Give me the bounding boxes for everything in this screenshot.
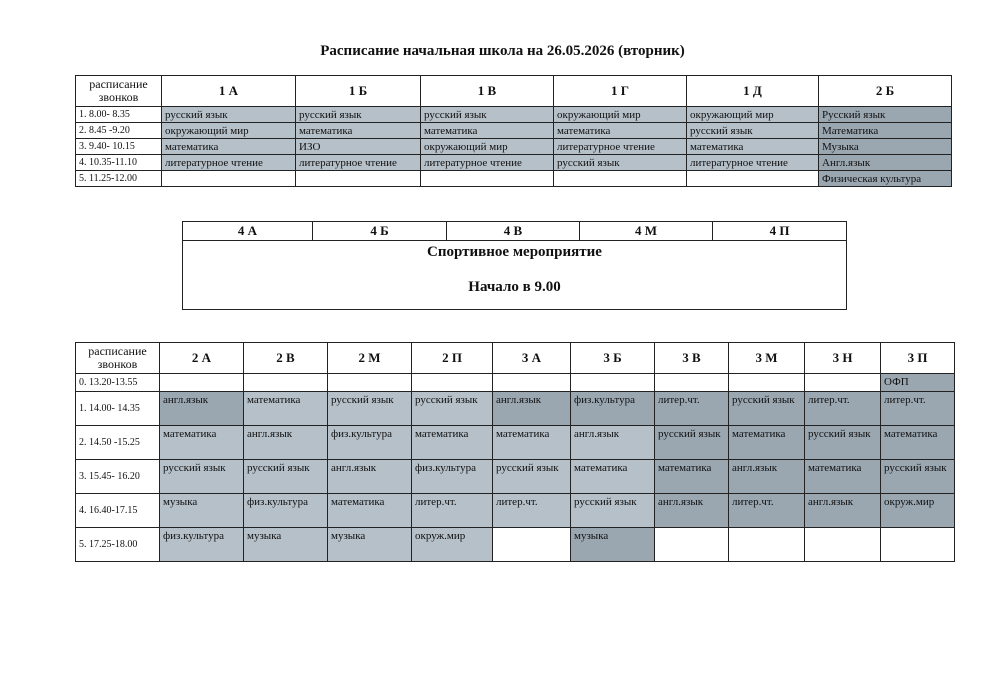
lesson-cell: литературное чтение — [162, 155, 296, 171]
class-header: 4 М — [580, 222, 713, 241]
lesson-cell: русский язык — [805, 426, 881, 460]
table-row — [76, 374, 955, 392]
lesson-cell: математика — [160, 426, 244, 460]
class-header: 3 П — [881, 343, 955, 374]
lesson-time: 4. 16.40-17.15 — [76, 494, 160, 528]
lesson-cell: литер.чт. — [655, 392, 729, 426]
lesson-cell — [493, 374, 571, 392]
lesson-cell: математика — [881, 426, 955, 460]
class-header: 4 А — [183, 222, 313, 241]
lesson-cell: окруж.мир — [412, 528, 493, 562]
lesson-cell: русский язык — [296, 107, 421, 123]
table-row — [76, 426, 955, 460]
lesson-cell — [328, 374, 412, 392]
table-row — [76, 123, 952, 139]
class-header: 4 П — [713, 222, 847, 241]
lesson-cell: русский язык — [162, 107, 296, 123]
lesson-cell: литер.чт. — [881, 392, 955, 426]
class-header: 3 А — [493, 343, 571, 374]
lesson-cell — [687, 171, 819, 187]
lesson-cell: математика — [554, 123, 687, 139]
lesson-cell: русский язык — [421, 107, 554, 123]
lesson-cell: математика — [162, 139, 296, 155]
table-row — [76, 494, 955, 528]
lesson-cell — [805, 374, 881, 392]
lesson-cell: математика — [244, 392, 328, 426]
table-row — [76, 171, 952, 187]
lesson-cell: математика — [412, 426, 493, 460]
class-header: 1 Г — [554, 76, 687, 107]
schedule-table-grade2-3 — [75, 342, 955, 562]
lesson-cell: англ.язык — [160, 392, 244, 426]
lesson-cell: физ.культура — [244, 494, 328, 528]
lesson-cell: математика — [493, 426, 571, 460]
lesson-cell: математика — [655, 460, 729, 494]
lesson-cell: окружающий мир — [162, 123, 296, 139]
lesson-cell: англ.язык — [493, 392, 571, 426]
event-start-time: Начало в 9.00 — [468, 279, 561, 295]
lesson-cell — [160, 374, 244, 392]
lesson-cell: русский язык — [328, 392, 412, 426]
class-header: 4 Б — [313, 222, 447, 241]
lesson-cell: ИЗО — [296, 139, 421, 155]
lesson-cell: русский язык — [493, 460, 571, 494]
lesson-cell: англ.язык — [244, 426, 328, 460]
lesson-cell — [421, 171, 554, 187]
lesson-cell: физ.культура — [571, 392, 655, 426]
lesson-cell — [493, 528, 571, 562]
table-row — [76, 139, 952, 155]
lesson-cell — [296, 171, 421, 187]
lesson-cell: англ.язык — [805, 494, 881, 528]
lesson-cell: Музыка — [819, 139, 952, 155]
lesson-time: 4. 10.35-11.10 — [76, 155, 162, 171]
lesson-cell — [571, 374, 655, 392]
lesson-cell — [729, 374, 805, 392]
lesson-time: 1. 8.00- 8.35 — [76, 107, 162, 123]
event-row — [183, 241, 847, 310]
lesson-cell: русский язык — [412, 392, 493, 426]
table-header-row — [183, 222, 847, 241]
lesson-cell: музыка — [244, 528, 328, 562]
class-header: 2 В — [244, 343, 328, 374]
lesson-cell: литер.чт. — [412, 494, 493, 528]
lesson-cell: музыка — [328, 528, 412, 562]
lesson-cell: физ.культура — [412, 460, 493, 494]
lesson-time: 2. 8.45 -9.20 — [76, 123, 162, 139]
lesson-cell: англ.язык — [655, 494, 729, 528]
lesson-cell — [729, 528, 805, 562]
class-header: 1 В — [421, 76, 554, 107]
lesson-time: 3. 9.40- 10.15 — [76, 139, 162, 155]
class-header: 3 В — [655, 343, 729, 374]
lesson-cell: окружающий мир — [554, 107, 687, 123]
lesson-cell: литер.чт. — [729, 494, 805, 528]
lesson-cell: русский язык — [571, 494, 655, 528]
lesson-cell: Математика — [819, 123, 952, 139]
class-header: 1 Б — [296, 76, 421, 107]
table-row — [76, 155, 952, 171]
lesson-cell: русский язык — [554, 155, 687, 171]
event-title: Спортивное мероприятие — [427, 244, 602, 260]
lesson-cell: математика — [571, 460, 655, 494]
lesson-cell: русский язык — [160, 460, 244, 494]
lesson-cell: окружающий мир — [421, 139, 554, 155]
lesson-cell: русский язык — [244, 460, 328, 494]
lesson-time: 3. 15.45- 16.20 — [76, 460, 160, 494]
lesson-cell: Физическая культура — [819, 171, 952, 187]
lesson-cell: англ.язык — [328, 460, 412, 494]
class-header: 2 Б — [819, 76, 952, 107]
event-cell — [183, 241, 847, 310]
lesson-cell — [412, 374, 493, 392]
lesson-cell: окруж.мир — [881, 494, 955, 528]
bell-schedule-header: расписание звонков — [76, 343, 160, 374]
lesson-cell — [554, 171, 687, 187]
table-row — [76, 528, 955, 562]
lesson-cell: ОФП — [881, 374, 955, 392]
lesson-cell — [655, 374, 729, 392]
class-header: 3 Б — [571, 343, 655, 374]
lesson-cell — [805, 528, 881, 562]
lesson-cell: музыка — [571, 528, 655, 562]
table-header-row — [76, 76, 952, 107]
class-header: 4 В — [447, 222, 580, 241]
lesson-cell — [162, 171, 296, 187]
lesson-cell: математика — [421, 123, 554, 139]
lesson-cell: математика — [729, 426, 805, 460]
class-header: 3 М — [729, 343, 805, 374]
bell-schedule-header: расписание звонков — [76, 76, 162, 107]
class-header: 2 П — [412, 343, 493, 374]
class-header: 1 А — [162, 76, 296, 107]
lesson-cell: физ.культура — [160, 528, 244, 562]
schedule-table-grade1-2b — [75, 75, 952, 187]
lesson-cell: Русский язык — [819, 107, 952, 123]
table-row — [76, 107, 952, 123]
class-header: 2 А — [160, 343, 244, 374]
lesson-time: 2. 14.50 -15.25 — [76, 426, 160, 460]
lesson-time: 5. 11.25-12.00 — [76, 171, 162, 187]
lesson-cell: Англ.язык — [819, 155, 952, 171]
lesson-cell — [881, 528, 955, 562]
table-header-row — [76, 343, 955, 374]
lesson-time: 5. 17.25-18.00 — [76, 528, 160, 562]
lesson-cell — [244, 374, 328, 392]
lesson-cell: литературное чтение — [554, 139, 687, 155]
class-header: 3 Н — [805, 343, 881, 374]
lesson-cell: русский язык — [687, 123, 819, 139]
lesson-cell: литер.чт. — [493, 494, 571, 528]
lesson-cell: окружающий мир — [687, 107, 819, 123]
table-row — [76, 460, 955, 494]
lesson-time: 0. 13.20-13.55 — [76, 374, 160, 392]
page-title: Расписание начальная школа на 26.05.2026 (вторник) — [320, 43, 685, 59]
lesson-cell: англ.язык — [571, 426, 655, 460]
lesson-cell: литературное чтение — [296, 155, 421, 171]
lesson-cell: литературное чтение — [687, 155, 819, 171]
class-header: 1 Д — [687, 76, 819, 107]
lesson-cell: математика — [296, 123, 421, 139]
lesson-cell: русский язык — [729, 392, 805, 426]
lesson-cell: математика — [687, 139, 819, 155]
class-header: 2 М — [328, 343, 412, 374]
lesson-cell: физ.культура — [328, 426, 412, 460]
lesson-cell: математика — [328, 494, 412, 528]
lesson-cell: русский язык — [655, 426, 729, 460]
lesson-time: 1. 14.00- 14.35 — [76, 392, 160, 426]
lesson-cell: русский язык — [881, 460, 955, 494]
lesson-cell — [655, 528, 729, 562]
lesson-cell: англ.язык — [729, 460, 805, 494]
sport-event-table-grade4 — [182, 221, 847, 310]
lesson-cell: математика — [805, 460, 881, 494]
lesson-cell: литер.чт. — [805, 392, 881, 426]
lesson-cell: литературное чтение — [421, 155, 554, 171]
table-row — [76, 392, 955, 426]
lesson-cell: музыка — [160, 494, 244, 528]
